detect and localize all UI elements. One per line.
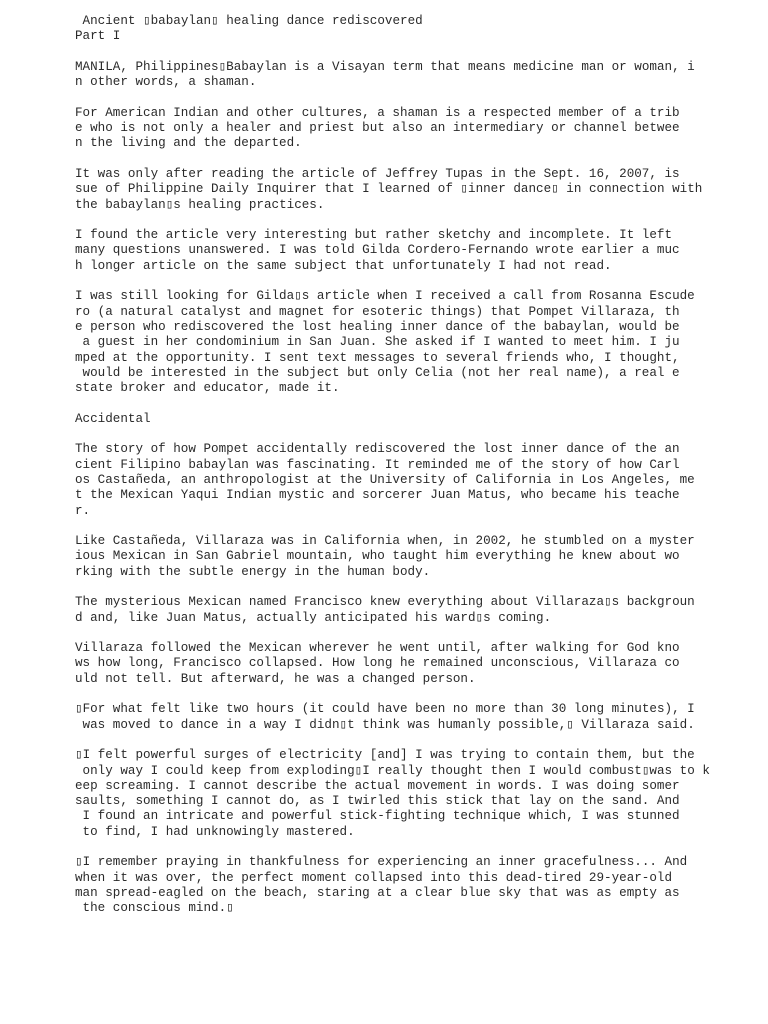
paragraph — [75, 702, 755, 733]
text-line: the conscious mind.▯ — [75, 901, 234, 916]
text-line: ▯I felt powerful surges of electricity [and] I was trying to contain them, but the — [75, 748, 695, 763]
text-line: a guest in her condominium in San Juan. She asked if I wanted to meet him. I ju — [75, 335, 680, 350]
text-line: many questions unanswered. I was told Gilda Cordero-Fernando wrote earlier a muc — [75, 243, 680, 258]
text-line: I found an intricate and powerful stick-fighting technique which, I was stunned — [75, 809, 680, 824]
document-title: Ancient ▯babaylan▯ healing dance rediscovered — [75, 14, 423, 28]
text-line: saults, something I cannot do, as I twirled this stick that lay on the sand. And — [75, 794, 680, 809]
text-line: to find, I had unknowingly mastered. — [75, 824, 355, 839]
text-line: mped at the opportunity. I sent text messages to several friends who, I thought, — [75, 350, 680, 365]
paragraph — [75, 289, 755, 396]
text-line: n other words, a shaman. — [75, 75, 257, 90]
text-line: the babaylan▯s healing practices. — [75, 197, 325, 212]
section-heading — [75, 412, 755, 427]
paragraph — [75, 595, 755, 626]
text-line: I was still looking for Gilda▯s article when I received a call from Rosanna Escude — [75, 289, 695, 304]
paragraph — [75, 228, 755, 274]
text-line: sue of Philippine Daily Inquirer that I learned of ▯inner dance▯ in connection with — [75, 182, 703, 197]
text-line: d and, like Juan Matus, actually anticipated his ward▯s coming. — [75, 610, 552, 625]
paragraph — [75, 60, 755, 91]
text-line: state broker and educator, made it. — [75, 381, 340, 396]
text-line: n the living and the departed. — [75, 136, 302, 151]
paragraph — [75, 442, 755, 518]
text-line: when it was over, the perfect moment collapsed into this dead-tired 29-year-old — [75, 870, 673, 885]
text-line: ▯I remember praying in thankfulness for experiencing an inner gracefulness... And — [75, 855, 688, 870]
text-line: ▯For what felt like two hours (it could have been no more than 30 long minutes), I — [75, 702, 695, 717]
text-line: man spread-eagled on the beach, staring at a clear blue sky that was as empty as — [75, 885, 680, 900]
text-line: The mysterious Mexican named Francisco knew everything about Villaraza▯s backgroun — [75, 595, 695, 610]
text-line: t the Mexican Yaqui Indian mystic and sorcerer Juan Matus, who became his teache — [75, 488, 680, 503]
article-paragraphs — [75, 60, 755, 917]
text-line: was moved to dance in a way I didn▯t think was humanly possible,▯ Villaraza said. — [75, 717, 695, 732]
text-line: cient Filipino babaylan was fascinating. It reminded me of the story of how Carl — [75, 457, 680, 472]
paragraph — [75, 855, 755, 916]
text-line: e person who rediscovered the lost healing inner dance of the babaylan, would be — [75, 319, 680, 334]
text-line: os Castañeda, an anthropologist at the University of California in Los Angeles, me — [75, 472, 695, 487]
paragraph — [75, 641, 755, 687]
text-line: eep screaming. I cannot describe the actual movement in words. I was doing somer — [75, 778, 680, 793]
text-line: would be interested in the subject but only Celia (not her real name), a real e — [75, 365, 680, 380]
text-line: r. — [75, 503, 91, 518]
text-line: I found the article very interesting but rather sketchy and incomplete. It left — [75, 228, 673, 243]
text-line: ious Mexican in San Gabriel mountain, who taught him everything he knew about wo — [75, 549, 680, 564]
text-line: MANILA, Philippines▯Babaylan is a Visayan term that means medicine man or woman, i — [75, 59, 695, 74]
document-body — [75, 14, 755, 932]
text-line: h longer article on the same subject that unfortunately I had not read. — [75, 258, 612, 273]
paragraph — [75, 748, 755, 840]
text-line: Villaraza followed the Mexican wherever he went until, after walking for God kno — [75, 641, 680, 656]
text-line: e who is not only a healer and priest but also an intermediary or channel betwee — [75, 121, 680, 136]
text-line: rking with the subtle energy in the human body. — [75, 564, 431, 579]
text-line: The story of how Pompet accidentally rediscovered the lost inner dance of the an — [75, 442, 680, 457]
text-line: Accidental — [75, 411, 151, 426]
text-line: only way I could keep from exploding▯I really thought then I would combust▯was to k — [75, 763, 710, 778]
text-line: uld not tell. But afterward, he was a changed person. — [75, 671, 476, 686]
paragraph — [75, 106, 755, 152]
paragraph — [75, 167, 755, 213]
part-label: Part I — [75, 29, 121, 44]
text-line: Like Castañeda, Villaraza was in California when, in 2002, he stumbled on a myster — [75, 534, 695, 549]
paragraph — [75, 534, 755, 580]
text-line: ro (a natural catalyst and magnet for esoteric things) that Pompet Villaraza, th — [75, 304, 680, 319]
text-line: ws how long, Francisco collapsed. How long he remained unconscious, Villaraza co — [75, 656, 680, 671]
text-line: For American Indian and other cultures, a shaman is a respected member of a trib — [75, 105, 680, 120]
text-line: It was only after reading the article of Jeffrey Tupas in the Sept. 16, 2007, is — [75, 166, 680, 181]
